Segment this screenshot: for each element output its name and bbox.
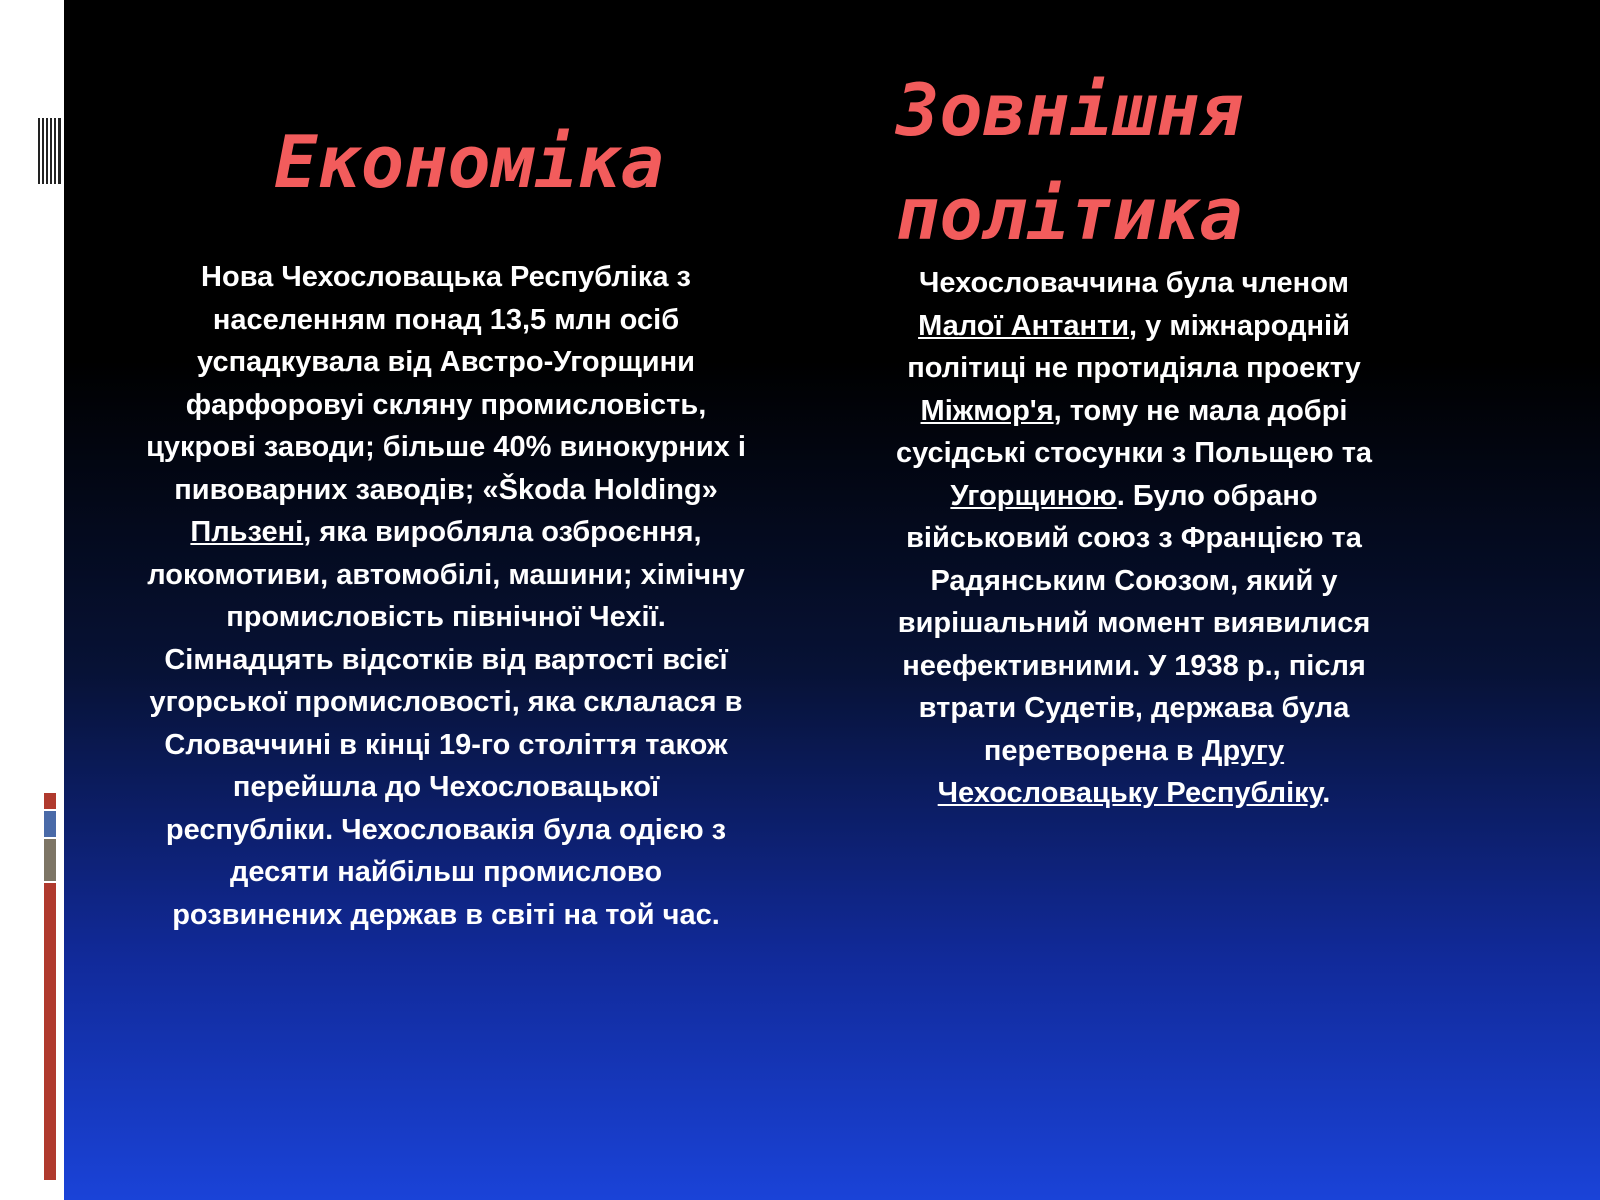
economy-text-2: , яка виробляла озброєння, локомотиви, автомобілі, машини; хімічну промисловість північної Чехії. Сімнадцять відсотків від вартості всієї угорської промисловості, яка склалася в Словаччині в кінці 19-го століття також перейшла до Чехословацької республіки. Чехословакія була одією з десяти найбільш промислово розвинених держав в світі на той час. — [147, 516, 745, 931]
economy-text-1: Нова Чехословацька Республіка з населенням понад 13,5 млн осіб успадкувала від Австро-Угорщини фарфоровуі скляну промисловість, цукрові заводи; більше 40% винокурних і пивоварних заводів; «Škoda Holding» — [146, 261, 746, 506]
plzen-link[interactable]: Пльзені — [190, 516, 304, 548]
left-decorative-strip — [0, 0, 64, 1200]
foreign-policy-title-line1: Зовнішня — [896, 68, 1243, 152]
second-czechoslovak-republic-link[interactable]: Другу Чехословацьку Республіку — [937, 734, 1323, 809]
intermarium-link[interactable]: Міжмор'я — [920, 394, 1054, 427]
policy-text-2: , у міжнародній політиці не протидіяла проекту — [907, 309, 1361, 384]
policy-text-4: . Було обрано військовий союз з Францією та Радянським Союзом, який у вирішальний момент виявилися неефективними. У 1938 р., після втрати Судетів, держава була перетворена в — [897, 479, 1371, 767]
little-entente-link[interactable]: Малої Антанти — [918, 309, 1130, 342]
policy-text-1: Чехословаччина була членом — [919, 267, 1349, 299]
economy-paragraph — [146, 256, 746, 936]
foreign-policy-title-line2: політика — [896, 172, 1243, 256]
economy-title: Економіка — [274, 120, 665, 204]
hungary-link[interactable]: Угорщиною — [950, 479, 1117, 512]
vertical-lines-decoration — [38, 118, 63, 184]
foreign-policy-paragraph — [874, 262, 1394, 815]
policy-text-5: . — [1322, 777, 1331, 809]
policy-text-3: , тому не мала добрі сусідські стосунки з Польщею та — [895, 394, 1373, 469]
foreign-policy-title — [896, 58, 1416, 266]
slide — [64, 0, 1600, 1200]
